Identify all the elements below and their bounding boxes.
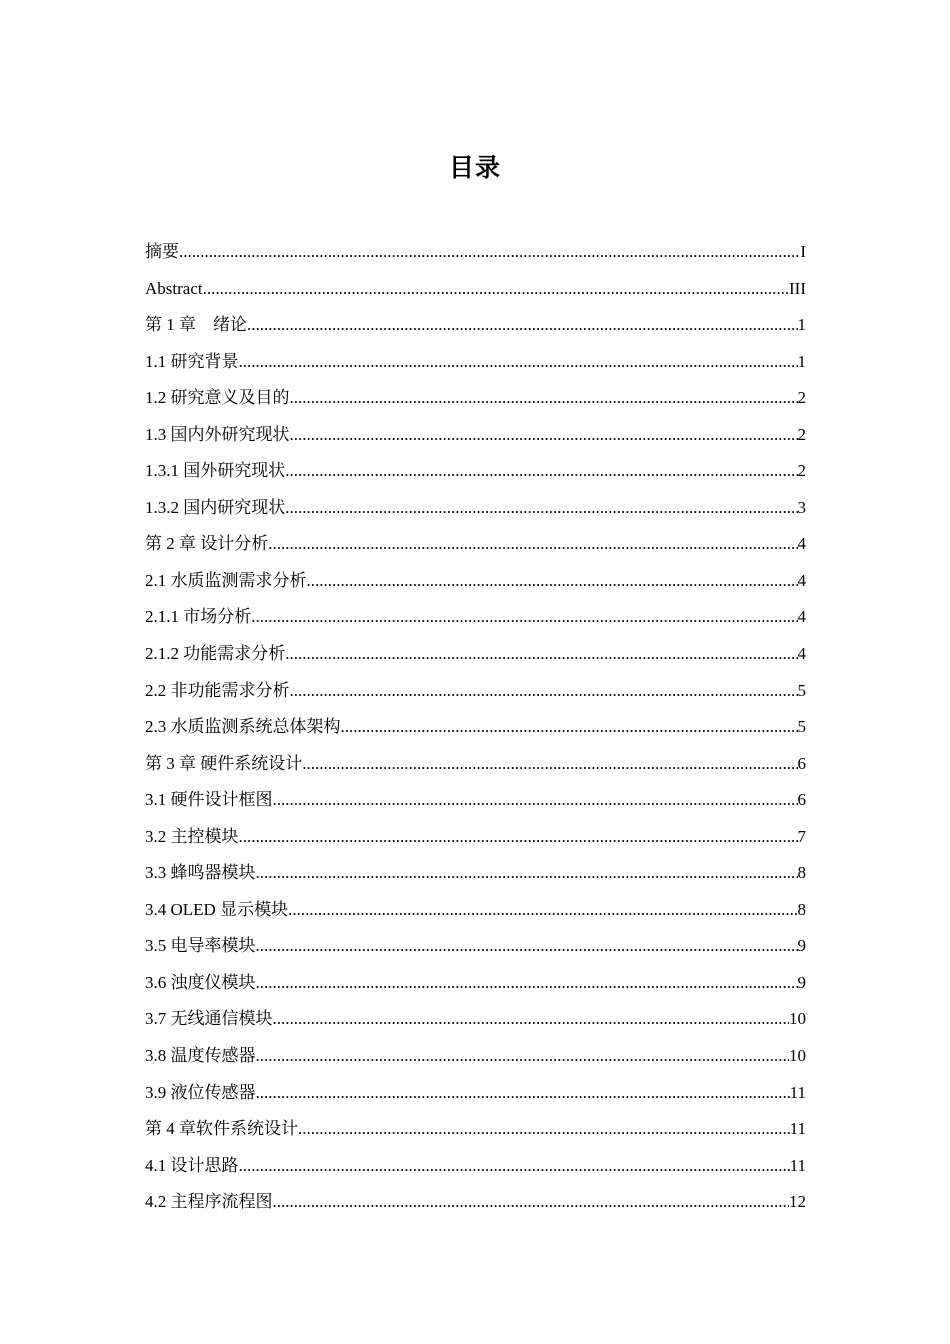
toc-entry[interactable] (145, 1075, 806, 1112)
toc-entry-label: 第 1 章 绪论 (145, 315, 247, 335)
toc-entry-label: 3.8 温度传感器 (145, 1046, 256, 1066)
toc-entry-label: 1.2 研究意义及目的 (145, 388, 290, 408)
toc-entry-page-number: 4 (797, 570, 806, 590)
toc-title: 目录 (448, 153, 501, 182)
toc-dot-leader (256, 855, 798, 892)
toc-entry-page-number: 6 (797, 753, 806, 773)
toc-dot-leader (302, 746, 797, 783)
toc-entry[interactable] (145, 417, 806, 454)
toc-dot-leader (288, 892, 797, 929)
toc-dot-leader (239, 819, 798, 856)
toc-entry[interactable] (145, 855, 806, 892)
toc-dot-leader (268, 526, 797, 563)
toc-entry[interactable] (145, 599, 806, 636)
toc-dot-leader (273, 1001, 790, 1038)
toc-entry[interactable] (145, 965, 806, 1002)
toc-entry-page-number: 11 (789, 1155, 806, 1175)
toc-dot-leader (239, 1148, 790, 1185)
toc-entry-label: 3.3 蜂鸣器模块 (145, 863, 256, 883)
toc-entry-page-number: 7 (797, 826, 806, 846)
toc-entry-label: 2.1.2 功能需求分析 (145, 644, 286, 664)
toc-entry[interactable] (145, 307, 806, 344)
toc-entry[interactable] (145, 234, 806, 271)
toc-dot-leader (256, 1038, 790, 1075)
toc-dot-leader (251, 599, 797, 636)
toc-entry-page-number: 10 (789, 1046, 806, 1066)
toc-entry-label: 1.1 研究背景 (145, 351, 239, 371)
toc-entry-label: 4.1 设计思路 (145, 1155, 239, 1175)
toc-dot-leader (285, 636, 797, 673)
toc-entry[interactable] (145, 746, 806, 783)
toc-entry-label: 3.1 硬件设计框图 (145, 790, 273, 810)
toc-entry[interactable] (145, 453, 806, 490)
toc-entry-page-number: 5 (797, 680, 806, 700)
toc-entry-label: 第 3 章 硬件系统设计 (145, 753, 303, 773)
toc-entry-label: 2.1.1 市场分析 (145, 607, 252, 627)
toc-entry-page-number: 6 (797, 790, 806, 810)
toc-entry-page-number: 11 (789, 1119, 806, 1139)
toc-dot-leader (290, 380, 798, 417)
toc-entry-page-number: 11 (789, 1082, 806, 1102)
toc-dot-leader (285, 453, 797, 490)
toc-entry[interactable] (145, 1184, 806, 1221)
toc-entry[interactable] (145, 563, 806, 600)
toc-entry-page-number: 9 (797, 936, 806, 956)
toc-entry-label: 3.2 主控模块 (145, 826, 239, 846)
toc-entry-label: 3.6 浊度仪模块 (145, 972, 256, 992)
toc-dot-leader (239, 344, 798, 381)
toc-entry-label: 1.3 国内外研究现状 (145, 424, 290, 444)
toc-entry-label: 2.1 水质监测需求分析 (145, 570, 307, 590)
toc-entry[interactable] (145, 673, 806, 710)
toc-entry-label: 3.9 液位传感器 (145, 1082, 256, 1102)
toc-entry-page-number: 4 (797, 607, 806, 627)
toc-entry-page-number: III (789, 278, 806, 298)
toc-entry[interactable] (145, 928, 806, 965)
toc-entry-page-number: 1 (797, 351, 806, 371)
toc-entry-page-number: 10 (789, 1009, 806, 1029)
toc-entry[interactable] (145, 490, 806, 527)
toc-dot-leader (256, 1075, 790, 1112)
toc-entry[interactable] (145, 1148, 806, 1185)
toc-dot-leader (179, 234, 800, 271)
toc-entry-label: 4.2 主程序流程图 (145, 1192, 273, 1212)
toc-dot-leader (273, 1184, 790, 1221)
toc-entry-label: 2.2 非功能需求分析 (145, 680, 290, 700)
toc-dot-leader (307, 563, 798, 600)
toc-entry[interactable] (145, 709, 806, 746)
toc-entry-page-number: 2 (797, 424, 806, 444)
toc-dot-leader (298, 1111, 790, 1148)
toc-entry-page-number: 5 (797, 717, 806, 737)
toc-entry[interactable] (145, 892, 806, 929)
toc-dot-leader (256, 928, 798, 965)
toc-entry-label: 3.5 电导率模块 (145, 936, 256, 956)
toc-entry[interactable] (145, 636, 806, 673)
toc-entry-label: 3.7 无线通信模块 (145, 1009, 273, 1029)
toc-dot-leader (256, 965, 798, 1002)
toc-entry[interactable] (145, 380, 806, 417)
toc-entry[interactable] (145, 819, 806, 856)
toc-entry-page-number: 2 (797, 388, 806, 408)
toc-entry-page-number: 4 (797, 644, 806, 664)
toc-entry-page-number: 3 (797, 497, 806, 517)
toc-dot-leader (341, 709, 798, 746)
toc-entry-page-number: 12 (789, 1192, 806, 1212)
table-of-contents (145, 234, 806, 1221)
toc-dot-leader (203, 271, 789, 308)
toc-entry-page-number: I (800, 242, 806, 261)
toc-entry-page-number: 8 (797, 899, 806, 919)
toc-entry-label: 摘要 (145, 242, 179, 261)
toc-entry-page-number: 4 (797, 534, 806, 554)
toc-entry[interactable] (145, 1001, 806, 1038)
toc-entry-page-number: 1 (797, 315, 806, 335)
toc-entry-label: 3.4 OLED 显示模块 (145, 899, 289, 919)
toc-entry[interactable] (145, 1038, 806, 1075)
toc-entry-label: 第 2 章 设计分析 (145, 534, 269, 554)
toc-entry-page-number: 8 (797, 863, 806, 883)
toc-entry-label: 1.3.1 国外研究现状 (145, 461, 286, 481)
toc-entry[interactable] (145, 1111, 806, 1148)
toc-dot-leader (290, 673, 798, 710)
toc-entry-label: 2.3 水质监测系统总体架构 (145, 717, 341, 737)
toc-dot-leader (247, 307, 798, 344)
toc-entry-label: Abstract (145, 278, 203, 298)
toc-entry[interactable] (145, 271, 806, 308)
toc-entry-label: 第 4 章软件系统设计 (145, 1119, 298, 1139)
toc-dot-leader (285, 490, 797, 527)
toc-entry-page-number: 9 (797, 972, 806, 992)
toc-dot-leader (273, 782, 798, 819)
toc-entry-label: 1.3.2 国内研究现状 (145, 497, 286, 517)
toc-entry-page-number: 2 (797, 461, 806, 481)
toc-entry[interactable] (145, 344, 806, 381)
toc-entry[interactable] (145, 782, 806, 819)
toc-dot-leader (290, 417, 798, 454)
toc-entry[interactable] (145, 526, 806, 563)
